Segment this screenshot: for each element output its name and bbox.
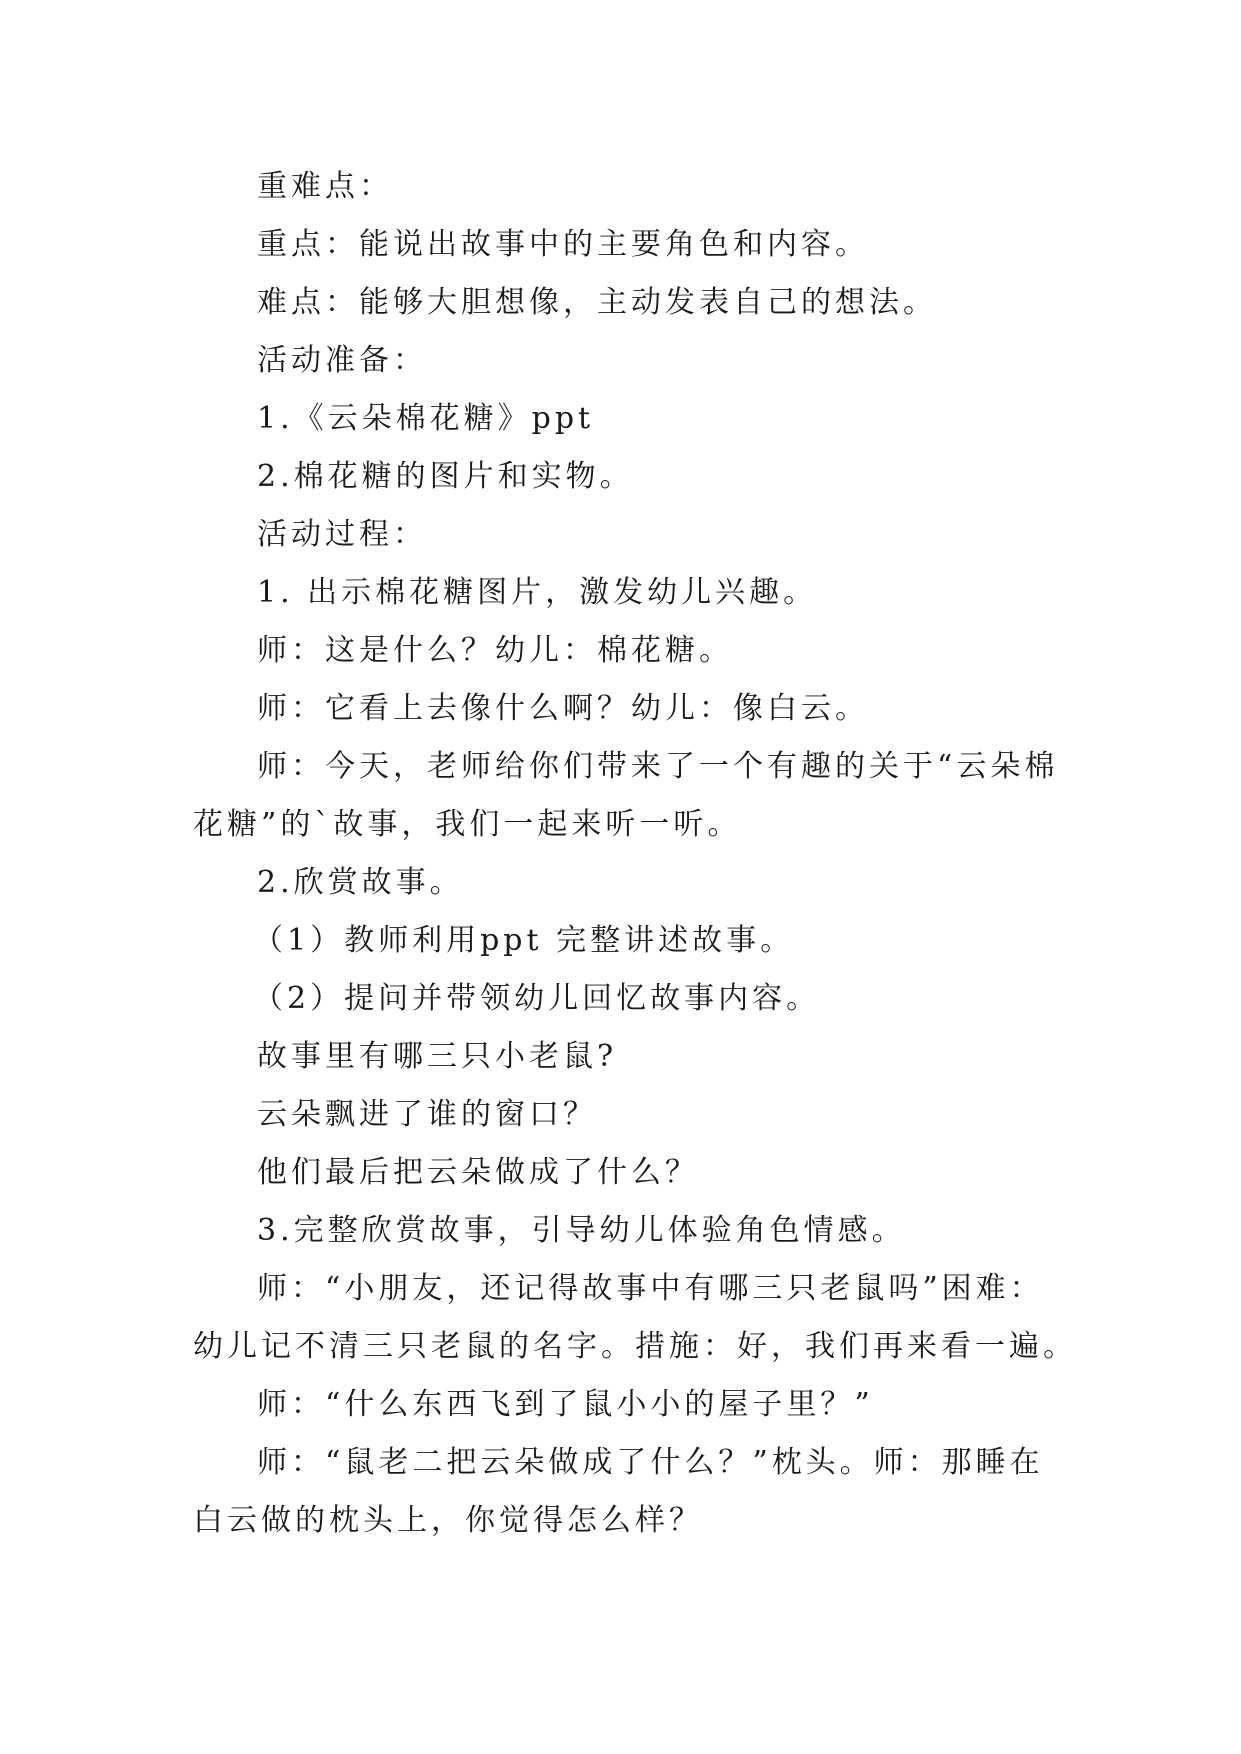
text-line: 3.完整欣赏故事，引导幼儿体验角色情感。 (257, 1213, 906, 1248)
text-line: 云朵飘进了谁的窗口？ (257, 1097, 597, 1132)
text-line: 重点：能说出故事中的主要角色和内容。 (257, 227, 869, 262)
document-body (193, 158, 1077, 1550)
text-line: 师：“小朋友，还记得故事中有哪三只老鼠吗”困难： (257, 1271, 1044, 1306)
text-line: 师：今天，老师给你们带来了一个有趣的关于“云朵棉 (257, 749, 1059, 784)
text-line: 活动过程： (257, 517, 427, 552)
text-line: 2.棉花糖的图片和实物。 (257, 459, 634, 494)
text-line: 幼儿记不清三只老鼠的名字。措施：好，我们再来看一遍。 (193, 1329, 1077, 1364)
text-line: 师：“鼠老二把云朵做成了什么？”枕头。师：那睡在 (257, 1445, 1044, 1480)
text-line: 花糖”的`故事，我们一起来听一听。 (193, 807, 742, 842)
text-line: 他们最后把云朵做成了什么？ (257, 1155, 699, 1190)
text-line: 故事里有哪三只小老鼠? (257, 1039, 618, 1074)
text-line: 白云做的枕头上，你觉得怎么样？ (193, 1503, 703, 1538)
text-line: 1.《云朵棉花糖》ppt (257, 401, 595, 436)
text-line: 师：这是什么？幼儿：棉花糖。 (257, 633, 733, 668)
text-line: （1）教师利用ppt 完整讲述故事。 (253, 923, 795, 958)
text-line: 师：“什么东西飞到了鼠小小的屋子里？” (257, 1387, 874, 1422)
text-line: 难点：能够大胆想像，主动发表自己的想法。 (257, 285, 937, 320)
text-line: （2）提问并带领幼儿回忆故事内容。 (253, 981, 821, 1016)
text-line: 2.欣赏故事。 (257, 865, 464, 900)
text-line: 师：它看上去像什么啊？幼儿：像白云。 (257, 691, 869, 726)
text-line: 1. 出示棉花糖图片，激发幼儿兴趣。 (257, 575, 818, 610)
text-line: 重难点： (257, 169, 393, 204)
text-line: 活动准备： (257, 343, 427, 378)
